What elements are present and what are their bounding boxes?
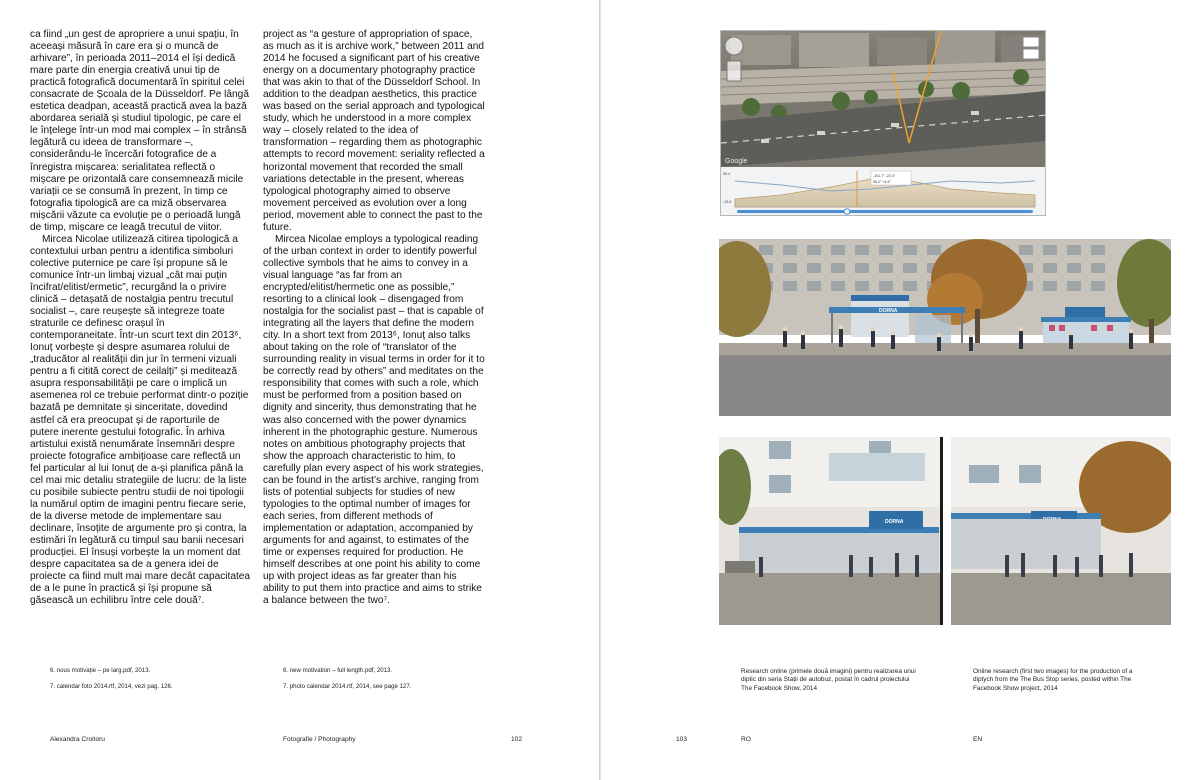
en-paragraph-1: project as “a gesture of appropriation of space, as much as it is archive work,” between 2011 and 2014 he focused a significant part of his creative energy on a documentary photography practice that was akin to that of the Düsseldorf School. In addition to the deadpan aesthetics, this practice was based on the serial approach and typological study, which he understood in a more complex way – closely related to the idea of transformation – regarding them as photographic attempts to record movement: seriality reflected a horizontal movement that recorded the small variations detectable in the present, whereas typological photography aimed to observe movement perceived as evolution over a long period, movement able to connect the past to the future. bbox=[263, 29, 485, 233]
page-number-left: 102 bbox=[511, 736, 523, 743]
diptych-divider bbox=[940, 437, 943, 625]
footnote-6-en: 6. new motivation – full length.pdf, 2013. bbox=[283, 667, 393, 674]
axis-label-bottom: -43.5 bbox=[723, 200, 732, 204]
image-caption-ro: Research online (primele două imagini) pentru realizarea unui diptic din seria Stații de autobuz, postat în cadrul proiectului The Facebook Show, 2014 bbox=[741, 668, 916, 692]
footer-section: Fotografie / Photography bbox=[283, 736, 356, 743]
bus-stop-street-photo bbox=[719, 239, 1171, 416]
footnote-7-ro: 7. calendar foto 2014.rtf, 2014, vezi pag. 126. bbox=[50, 683, 173, 690]
map-brand-label: Google bbox=[725, 158, 748, 165]
page-number-right: 103 bbox=[676, 736, 688, 743]
timeline-slider bbox=[737, 210, 1033, 213]
footer-author: Alexandra Croitoru bbox=[50, 736, 105, 743]
slider-handle bbox=[844, 209, 850, 215]
english-text-column bbox=[263, 29, 485, 607]
footer-ro-label: RO bbox=[741, 736, 751, 743]
aerial-photo bbox=[721, 31, 1046, 167]
footnote-7-en: 7. photo calendar 2014.rtf, 2014, see page 127. bbox=[283, 683, 412, 690]
footnotes-en bbox=[283, 667, 483, 699]
footnotes-ro bbox=[50, 667, 250, 699]
kiosk-sign: DORNA bbox=[879, 308, 898, 314]
bus-stop-diptych bbox=[719, 437, 1171, 625]
image-caption-en: Online research (first two images) for the production of a diptych from the The Bus Stop series, posted within The Facebook Show project, 2014 bbox=[973, 668, 1133, 692]
elevation-profile bbox=[721, 167, 1046, 216]
ro-paragraph-1: ca fiind „un gest de apropriere a unui spațiu, în aceeași măsură în care era și o muncă de arhivare”, în perioada 2011–2014 el își dedică mare parte din energia creativă unui tip de practică fotografică documentară în spiritul celei consacrate de Școala de la Düsseldorf. Pe lângă estetica deadpan, această practică avea la bază abordarea serială și studiul tipologic, pe care el le înțelege într-un mod mai complex – în strânsă legătură cu ideea de transformare –, considerându-le încercări fotografice de a înregistra mișcarea: serialitatea reflectă o mișcare pe orizontală care consemnează micile variații ce se consumă în prezent, în timp ce fotografia tipologică are ca miză observarea mișcării văzute ca evoluție pe o perioadă lungă de timp, mișcare ce leagă trecutul de viitor. bbox=[30, 29, 249, 233]
map-readout-top: -101.7° -22.4° bbox=[873, 174, 896, 178]
map-readout-bottom: 96.2° +4.5° bbox=[873, 180, 891, 184]
axis-label-top: 55.4 bbox=[723, 172, 730, 176]
diptych-right-panel bbox=[951, 437, 1171, 625]
ro-paragraph-2: Mircea Nicolae utilizează citirea tipologică a contextului urban pentru a identifica simboluri colective puternice pe care își propune să le comunice într-un limbaj vizual „cât mai puțin încifrat/elitist/ermetic”, recurgând la o privire clinică – detașată de nostalgia pentru trecutul socialist –, care reușește să integreze toate straturile ce definesc orașul în contemporaneitate. Într-un scurt text din 2013⁶, Ionuț vorbește și despre asumarea rolului de „traducător al realității din jur în termeni vizuali pentru a fi citită corect de ceilalți” și meditează asupra responsabilității pe care o implică un asemenea rol ce trebuie performat dintr-o poziție bazată pe demnitate și sinceritate, dovedind astfel că era preocupat și de raporturile de putere inerente gestului fotografic. În arhiva artistului există nenumărate însemnări despre proiecte fotografice ambițioase care reflectă un fel particular al lui Ionuț de a-și planifica până la cel mai mic detaliu strategiile de lucru: de la liste cu posibile subiecte pentru studii de noi tipologii la numărul optim de imagini pentru fiecare serie, de la diverse metode de implementare sau declinare, însoțite de argumente pro și contra, la estimări în legătură cu timpul sau banii necesari producției. El însuși vorbește la un moment dat despre capacitatea sa de a genera idei de proiecte ca fiind mult mai mare decât capacitatea de a le pune în practică și își propune să găsească un echilibru între cele două⁷. bbox=[30, 233, 251, 607]
footnote-6-ro: 6. nous motivație – pe larg.pdf, 2013. bbox=[50, 667, 151, 674]
diptych-left-sign: DORNA bbox=[885, 519, 904, 525]
footer-en-label: EN bbox=[973, 736, 983, 743]
diptych-left-panel bbox=[719, 437, 940, 625]
romanian-text-column bbox=[30, 29, 251, 607]
en-paragraph-2: Mircea Nicolae employs a typological reading of the urban context in order to identify powerful collective symbols that he aims to convey in a visual language “as far from an encrypted/elitist/hermetic one as possible,” resorting to a clinical look – disengaged from nostalgia for the socialist past – that is capable of integrating all the layers that define the modern city. In a short text from 2013⁶, Ionuț also talks about taking on the role of “translator of the surrounding reality in visual terms in order for it to be correctly read by others” and meditates on the responsibility that comes with such a role, which must be performed from a position based on dignity and sincerity, thus demonstrating that he was also concerned with the power dynamics inherent in the photographic gesture. Numerous notes on ambitious photography projects that show the approach characteristic to him, to carefully plan every aspect of his work strategies, can be found in the artist’s archive, ranging from lists of potential subjects for studies of new typologies to the optimal number of images for each series, from different methods of implementation or adaptation, accompanied by arguments for and against, to estimates of the time or expenses required for production. He himself describes at one point his ability to come up with project ideas as far greater than his ability to put them into practice and aims to strike a balance between the two⁷. bbox=[263, 233, 485, 607]
online-map-screenshot bbox=[720, 30, 1046, 216]
